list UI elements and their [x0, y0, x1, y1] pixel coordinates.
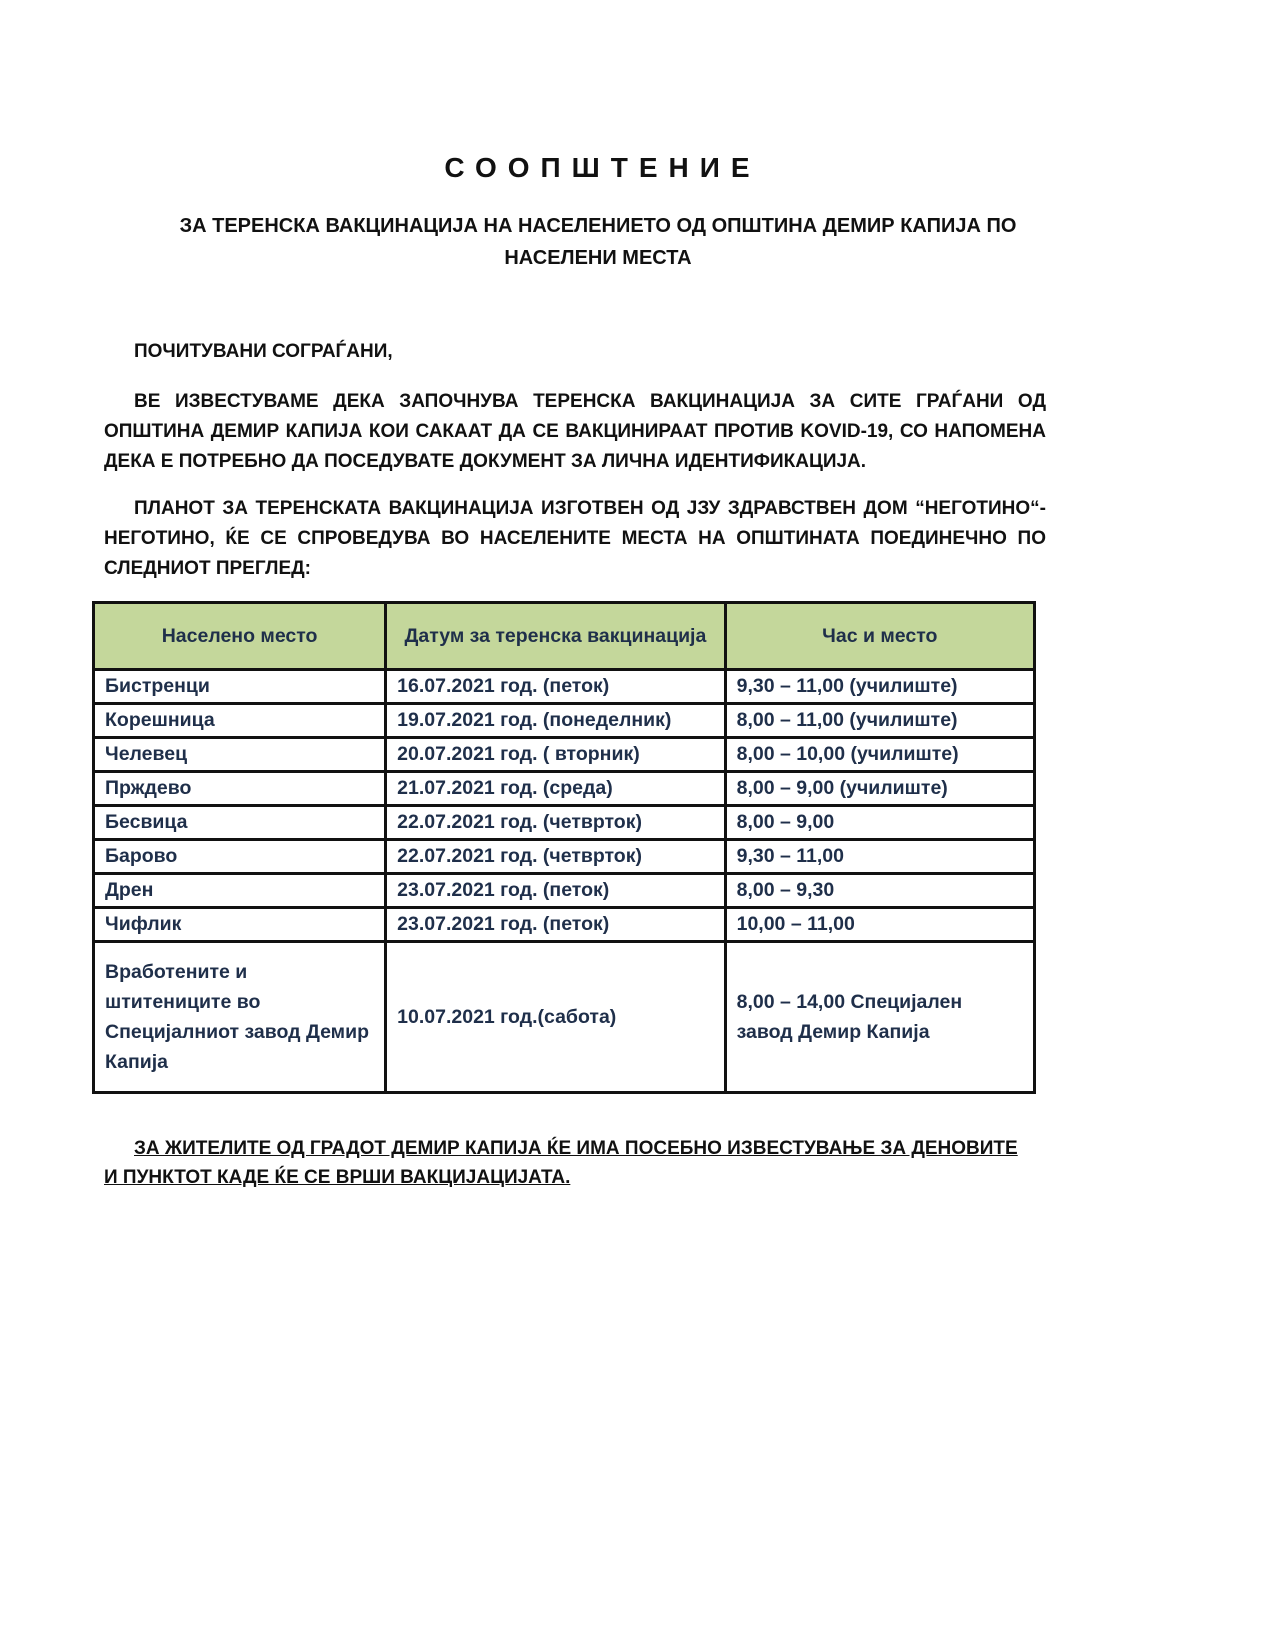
cell-date: 16.07.2021 год. (петок): [386, 670, 725, 704]
header-date: Датум за теренска вакцинација: [386, 603, 725, 670]
plan-paragraph: ПЛАНОТ ЗА ТЕРЕНСКАТА ВАКЦИНАЦИЈА ИЗГОТВЕН ОД ЈЗУ ЗДРАВСТВЕН ДОМ “НЕГОТИНО“- НЕГОТИНО, ЌЕ СЕ СПРОВЕДУВА ВО НАСЕЛЕНИТЕ МЕСТА НА ОПШТИНАТА ПОЕДИНЕЧНО ПО СЛЕДНИОТ ПРЕГЛЕД:: [104, 498, 1046, 579]
table-row: [94, 806, 1035, 840]
footer-notice: ЗА ЖИТЕЛИТЕ ОД ГРАДОТ ДЕМИР КАПИЈА ЌЕ ИМА ПОСЕБНО ИЗВЕСТУВАЊЕ ЗА ДЕНОВИТЕ И ПУНКТОТ КАДЕ ЌЕ СЕ ВРШИ ВАКЦИЈАЦИЈАТА.: [104, 1138, 1018, 1188]
cell-location: Барово: [94, 840, 386, 874]
table-row: [94, 908, 1035, 942]
table-row: [94, 874, 1035, 908]
document-subtitle: ЗА ТЕРЕНСКА ВАКЦИНАЦИЈА НА НАСЕЛЕНИЕТО ОД ОПШТИНА ДЕМИР КАПИЈА ПО НАСЕЛЕНИ МЕСТА: [179, 215, 1017, 269]
cell-location: Корешница: [94, 704, 386, 738]
table-row: [94, 942, 1035, 1093]
cell-date: 22.07.2021 год. (четврток): [386, 840, 725, 874]
cell-location: Вработените и штитениците во Специјалниот завод Демир Капија: [94, 942, 386, 1093]
table-row: [94, 840, 1035, 874]
header-time-place: Час и место: [725, 603, 1034, 670]
cell-date: 10.07.2021 год.(сабота): [386, 942, 725, 1093]
cell-time-place: 8,00 – 11,00 (училиште): [725, 704, 1034, 738]
greeting: ПОЧИТУВАНИ СОГРАЃАНИ,: [134, 341, 393, 362]
cell-date: 22.07.2021 год. (четврток): [386, 806, 725, 840]
cell-location: Прждево: [94, 772, 386, 806]
vaccination-schedule-table: [92, 601, 1036, 1094]
cell-location: Чифлик: [94, 908, 386, 942]
header-location: Населено место: [94, 603, 386, 670]
cell-date: 21.07.2021 год. (среда): [386, 772, 725, 806]
cell-time-place: 8,00 – 10,00 (училиште): [725, 738, 1034, 772]
cell-location: Бистренци: [94, 670, 386, 704]
table-row: [94, 738, 1035, 772]
cell-time-place: 8,00 – 14,00 Специјален завод Демир Капија: [725, 942, 1034, 1093]
announcement-paragraph: ВЕ ИЗВЕСТУВАМЕ ДЕКА ЗАПОЧНУВА ТЕРЕНСКА ВАКЦИНАЦИЈА ЗА СИТЕ ГРАЃАНИ ОД ОПШТИНА ДЕМИР КАПИЈА КОИ САКААТ ДА СЕ ВАКЦИНИРААТ ПРОТИВ KOVID-19, СО НАПОМЕНА ДЕКА Е ПОТРЕБНО ДА ПОСЕДУВАТЕ ДОКУМЕНТ ЗА ЛИЧНА ИДЕНТИФИКАЦИЈА.: [104, 391, 1046, 472]
cell-date: 20.07.2021 год. ( вторник): [386, 738, 725, 772]
document-title: СООПШТЕНИЕ: [444, 152, 761, 183]
cell-time-place: 8,00 – 9,30: [725, 874, 1034, 908]
cell-date: 23.07.2021 год. (петок): [386, 908, 725, 942]
cell-location: Бесвица: [94, 806, 386, 840]
cell-time-place: 9,30 – 11,00 (училиште): [725, 670, 1034, 704]
table-row: [94, 670, 1035, 704]
table-row: [94, 704, 1035, 738]
cell-time-place: 9,30 – 11,00: [725, 840, 1034, 874]
cell-location: Челевец: [94, 738, 386, 772]
cell-time-place: 8,00 – 9,00 (училиште): [725, 772, 1034, 806]
cell-time-place: 10,00 – 11,00: [725, 908, 1034, 942]
cell-time-place: 8,00 – 9,00: [725, 806, 1034, 840]
cell-date: 23.07.2021 год. (петок): [386, 874, 725, 908]
cell-location: Дрен: [94, 874, 386, 908]
table-header-row: [94, 603, 1035, 670]
table-row: [94, 772, 1035, 806]
cell-date: 19.07.2021 год. (понеделник): [386, 704, 725, 738]
